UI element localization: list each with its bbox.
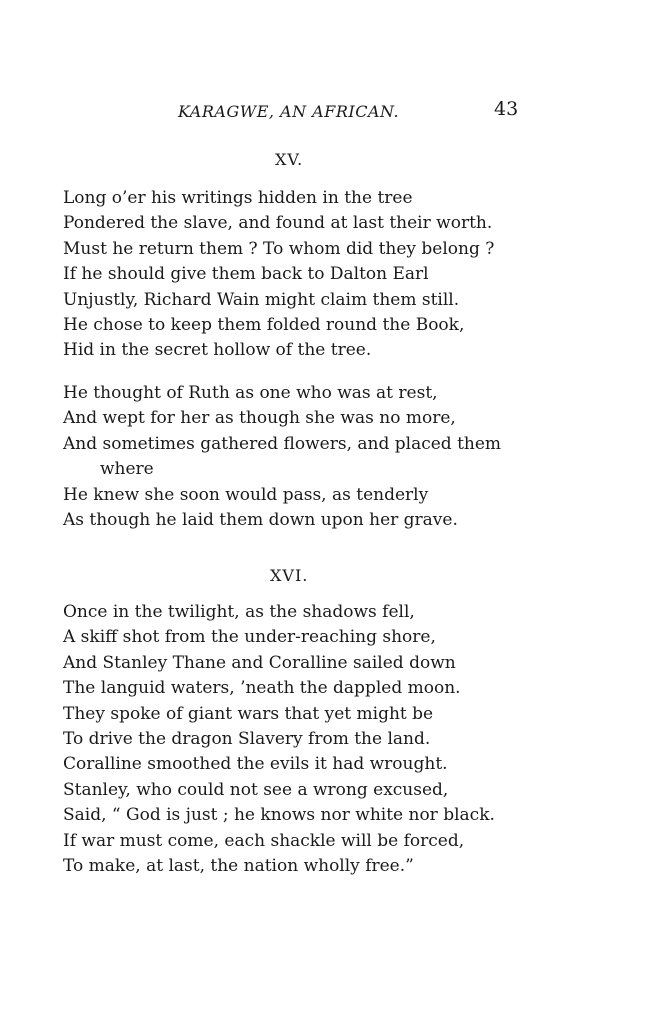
verse-line-continuation: where bbox=[100, 459, 154, 480]
verse-line: To make, at last, the nation wholly free.” bbox=[63, 856, 414, 877]
verse-line: And Stanley Thane and Coralline sailed down bbox=[63, 652, 456, 673]
verse-line: If war must come, each shackle will be forced, bbox=[63, 830, 465, 851]
section-heading-xv: XV. bbox=[275, 150, 304, 169]
verse-line: He knew she soon would pass, as tenderly bbox=[63, 484, 429, 505]
running-title: KARAGWE, AN AFRICAN. bbox=[178, 102, 400, 121]
verse-line: And wept for her as though she was no more, bbox=[63, 408, 456, 429]
verse-line: Hid in the secret hollow of the tree. bbox=[63, 340, 372, 361]
verse-line: Unjustly, Richard Wain might claim them still. bbox=[63, 289, 460, 310]
verse-line: To drive the dragon Slavery from the land. bbox=[63, 729, 431, 750]
verse-line: If he should give them back to Dalton Earl bbox=[63, 264, 429, 285]
verse-line: Long o’er his writings hidden in the tree bbox=[63, 188, 413, 208]
section-heading-xvi: XVI. bbox=[270, 566, 309, 585]
verse-line: As though he laid them down upon her grave. bbox=[63, 510, 458, 531]
stanza-xv-2 bbox=[63, 381, 533, 533]
verse-line: Must he return them ? To whom did they belong ? bbox=[63, 238, 495, 259]
verse-line: He chose to keep them folded round the Book, bbox=[63, 315, 465, 336]
verse-line: Said, “ God is just ; he knows nor white nor black. bbox=[63, 805, 495, 826]
verse-line: A skiff shot from the under-reaching shore, bbox=[63, 627, 436, 648]
verse-line: Coralline smoothed the evils it had wrought. bbox=[63, 754, 448, 775]
verse-line: Once in the twilight, as the shadows fell, bbox=[63, 602, 415, 622]
stanza-xvi-1 bbox=[63, 600, 533, 879]
verse-line: They spoke of giant wars that yet might be bbox=[63, 703, 434, 724]
verse-line: Stanley, who could not see a wrong excused, bbox=[63, 779, 449, 800]
stanza-xv-1 bbox=[63, 186, 533, 364]
verse-line: He thought of Ruth as one who was at rest, bbox=[63, 383, 438, 403]
verse-line: The languid waters, ’neath the dappled moon. bbox=[63, 678, 461, 699]
page-number: 43 bbox=[494, 98, 519, 120]
verse-line: Pondered the slave, and found at last their worth. bbox=[63, 213, 493, 234]
verse-line: And sometimes gathered flowers, and placed them bbox=[63, 433, 502, 454]
